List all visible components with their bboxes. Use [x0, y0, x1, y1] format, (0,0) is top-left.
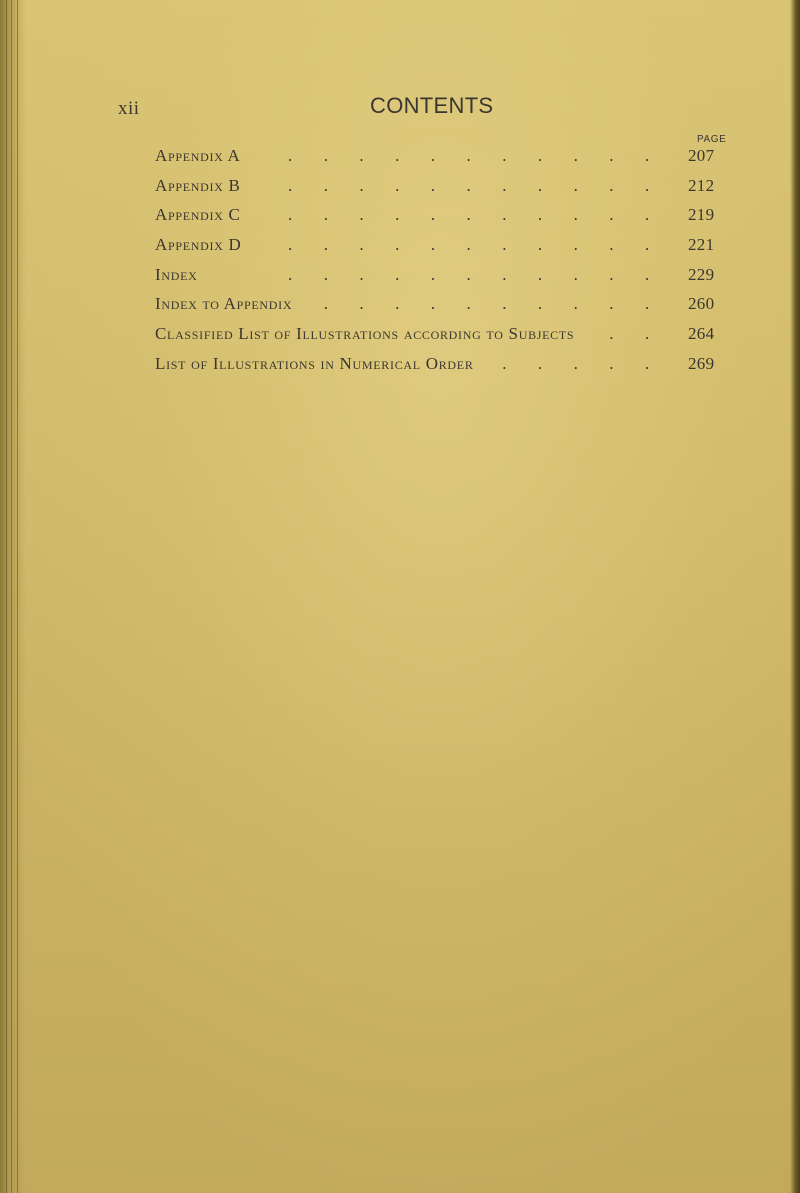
leader-dot: . [609, 235, 615, 255]
leader-dot: . [323, 146, 329, 165]
leader-dot: . [288, 205, 293, 225]
toc-entry-page: 221 [688, 235, 715, 255]
leader-dot: . [645, 235, 650, 255]
page-number: xii [118, 98, 140, 119]
leader-dot: . [609, 205, 615, 225]
binding-line [11, 0, 12, 1193]
leader-dot: . [323, 294, 329, 314]
toc-entry [155, 324, 740, 354]
leader-dot: . [573, 353, 579, 373]
toc-entry-title: Appendix B [155, 175, 241, 195]
leader-dot: . [323, 205, 329, 225]
leader-dot: . [609, 294, 615, 314]
toc-entry [155, 205, 740, 235]
leader-dot: . [359, 294, 365, 314]
leader-dot: . [466, 175, 472, 195]
toc-entry [155, 294, 740, 324]
leader-dot: . [395, 205, 401, 225]
toc-entry [155, 146, 740, 176]
toc-entry-page: 260 [688, 294, 715, 314]
leader-dot: . [609, 175, 615, 195]
leader-dot: . [466, 294, 472, 314]
toc-entry-page: 269 [688, 353, 715, 373]
leader-dot: . [359, 146, 365, 165]
leader-dot: . [359, 175, 365, 195]
leader-dot: . [395, 264, 401, 284]
toc-entry-title: Appendix C [155, 205, 241, 225]
leader-dot: . [537, 175, 543, 195]
toc-entry [155, 235, 740, 265]
leader-dot: . [537, 353, 543, 373]
leader-dot: . [466, 235, 472, 255]
binding-line [6, 0, 7, 1193]
leader-dot: . [645, 353, 650, 373]
toc-entry-title: Appendix D [155, 235, 242, 255]
page-column-label: PAGE [697, 134, 727, 145]
toc-entry [155, 265, 740, 295]
leader-dot: . [430, 146, 436, 165]
toc-entry-page: 229 [688, 264, 715, 284]
leader-dot: . [502, 235, 508, 255]
toc-entry-page: 219 [688, 205, 715, 225]
leader-dot: . [430, 264, 436, 284]
toc-entry-page: 207 [688, 146, 715, 165]
leader-dot: . [430, 294, 436, 314]
leader-dot: . [573, 146, 579, 165]
leader-dot: . [537, 294, 543, 314]
leader-dot: . [609, 146, 615, 165]
leader-dot: . [573, 294, 579, 314]
leader-dot: . [502, 205, 508, 225]
leader-dot: . [609, 353, 615, 373]
leader-dot: . [502, 175, 508, 195]
toc-entry-title: List of Illustrations in Numerical Order [155, 353, 474, 373]
leader-dot: . [537, 264, 543, 284]
leader-dot: . [288, 146, 293, 165]
leader-dot: . [502, 353, 508, 373]
leader-dot: . [288, 264, 293, 284]
leader-dot: . [288, 235, 293, 255]
leader-dot: . [466, 264, 472, 284]
leader-dot: . [323, 175, 329, 195]
leader-dot: . [573, 175, 579, 195]
toc-entry-title: Classified List of Illustrations according to Subjects [155, 324, 575, 344]
leader-dot: . [573, 264, 579, 284]
toc-entry-title: Appendix A [155, 146, 241, 165]
toc-entry [155, 354, 740, 384]
leader-dot: . [288, 175, 293, 195]
leader-dot: . [609, 264, 615, 284]
leader-dot: . [359, 264, 365, 284]
toc-entry [155, 176, 740, 206]
leader-dot: . [645, 264, 650, 284]
leader-dot: . [645, 294, 650, 314]
leader-dot: . [323, 264, 329, 284]
page-title: CONTENTS [370, 93, 494, 118]
table-of-contents [155, 146, 740, 384]
toc-entry-title: Index to Appendix [155, 294, 293, 314]
leader-dot: . [537, 146, 543, 165]
leader-dot: . [645, 324, 650, 344]
leader-dot: . [537, 205, 543, 225]
leader-dot: . [323, 235, 329, 255]
leader-dot: . [502, 264, 508, 284]
leader-dot: . [395, 235, 401, 255]
leader-dot: . [645, 205, 650, 225]
leader-dot: . [645, 146, 650, 165]
leader-dot: . [430, 235, 436, 255]
leader-dot: . [573, 205, 579, 225]
page-header [118, 93, 738, 123]
leader-dot: . [609, 324, 615, 344]
dot-leaders [155, 265, 674, 289]
leader-dot: . [430, 205, 436, 225]
leader-dot: . [502, 146, 508, 165]
leader-dot: . [395, 294, 401, 314]
leader-dot: . [359, 205, 365, 225]
leader-dot: . [359, 235, 365, 255]
leader-dot: . [395, 175, 401, 195]
leader-dot: . [395, 146, 401, 165]
leader-dot: . [573, 235, 579, 255]
toc-entry-page: 264 [688, 324, 715, 344]
leader-dot: . [430, 175, 436, 195]
page-edge-shadow [790, 0, 800, 1193]
toc-entry-page: 212 [688, 175, 715, 195]
leader-dot: . [502, 294, 508, 314]
leader-dot: . [466, 205, 472, 225]
toc-entry-title: Index [155, 264, 198, 284]
binding-line [17, 0, 18, 1193]
leader-dot: . [645, 175, 650, 195]
leader-dot: . [537, 235, 543, 255]
leader-dot: . [466, 146, 472, 165]
page-binding-shadow [0, 0, 26, 1193]
